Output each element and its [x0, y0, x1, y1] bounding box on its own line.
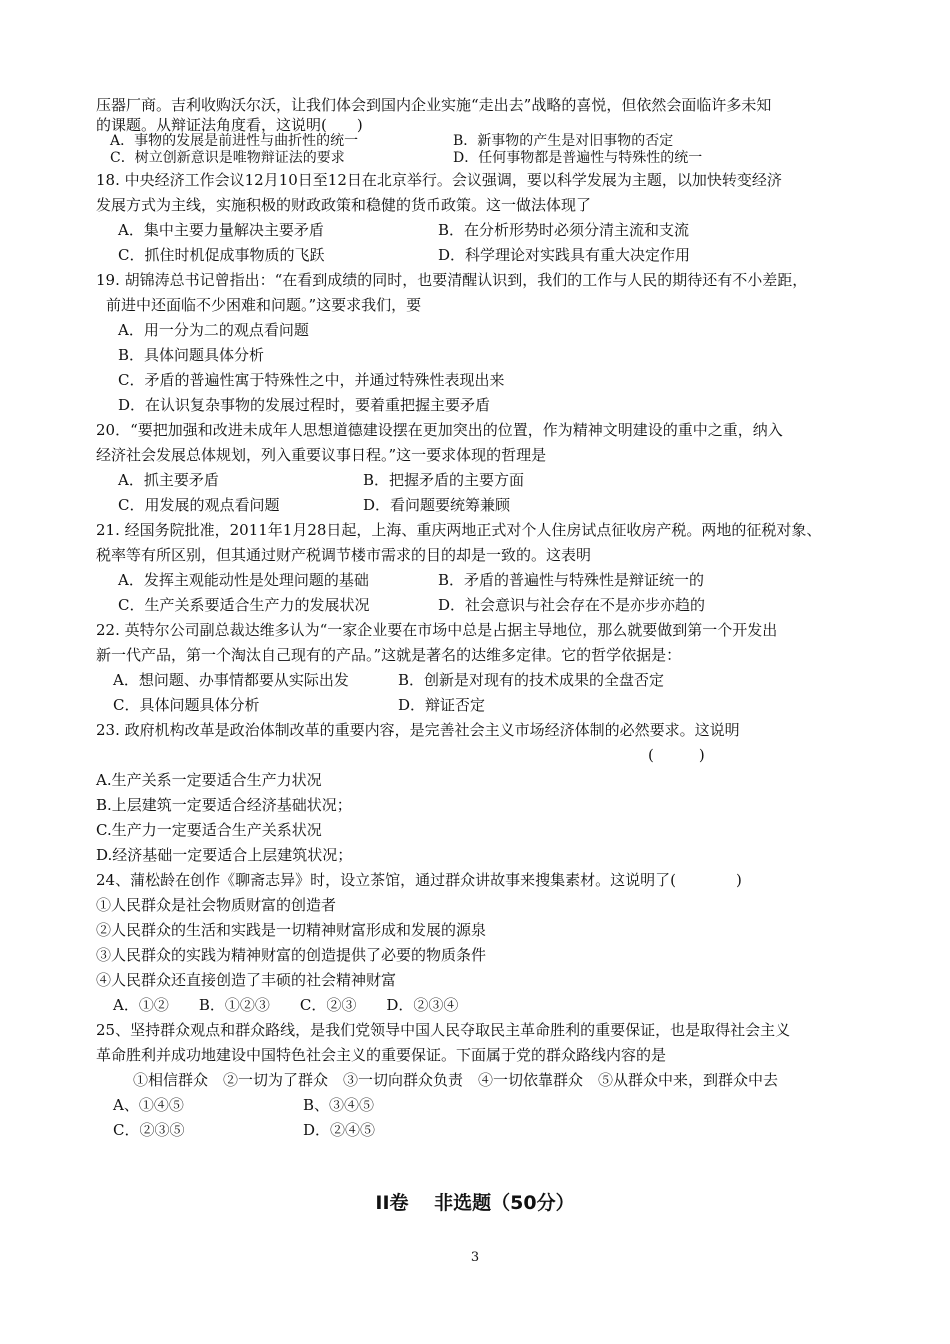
q20-option-d: D．看问题要统筹兼顾 [363, 496, 511, 514]
q18-option-a: A．集中主要力量解决主要矛盾 [118, 221, 324, 239]
q25-items: ①相信群众 ②一切为了群众 ③一切向群众负责 ④一切依靠群众 ⑤从群众中来，到群众中去 [133, 1071, 779, 1089]
q22-option-a: A．想问题、办事情都要从实际出发 [113, 671, 349, 689]
q22-stem-line1: 22. 英特尔公司副总裁达维多认为“一家企业要在市场中总是占据主导地位，那么就要做到第一个开发出 [96, 621, 778, 639]
q18-option-d: D．科学理论对实践具有重大决定作用 [438, 246, 691, 264]
q22-option-b: B．创新是对现有的技术成果的全盘否定 [398, 671, 665, 689]
q17-option-c: C．树立创新意识是唯物辩证法的要求 [110, 150, 345, 166]
q17-stem-line1: 压器厂商。吉利收购沃尔沃，让我们体会到国内企业实施“走出去”战略的喜悦，但依然会面临许多未知 [96, 96, 772, 114]
q23-stem-line1: 23. 政府机构改革是政治体制改革的重要内容，是完善社会主义市场经济体制的必然要求。这说明 [96, 721, 740, 739]
q19-option-b: B．具体问题具体分析 [118, 346, 265, 364]
q18-option-c: C．抓住时机促成事物质的飞跃 [118, 246, 325, 264]
q19-stem-line1: 19. 胡锦涛总书记曾指出：“在看到成绩的同时，也要清醒认识到，我们的工作与人民的期待还有不小差距， [96, 271, 808, 289]
q22-option-d: D．辩证否定 [398, 696, 486, 714]
q17-option-b: B．新事物的产生是对旧事物的否定 [453, 133, 674, 149]
q19-option-c: C．矛盾的普遍性寓于特殊性之中，并通过特殊性表现出来 [118, 371, 505, 389]
q23-option-b: B.上层建筑一定要适合经济基础状况； [96, 796, 352, 814]
q18-option-b: B．在分析形势时必须分清主流和支流 [438, 221, 690, 239]
q22-stem-line2: 新一代产品，第一个淘汰自己现有的产品。”这就是著名的达维多定律。它的哲学依据是： [96, 646, 682, 664]
q25-option-d: D．②④⑤ [303, 1121, 376, 1139]
q17-option-d: D．任何事物都是普遍性与特殊性的统一 [453, 150, 703, 166]
q23-option-d: D.经济基础一定要适合上层建筑状况； [96, 846, 353, 864]
q23-option-c: C.生产力一定要适合生产关系状况 [96, 821, 322, 839]
q21-option-b: B．矛盾的普遍性与特殊性是辩证统一的 [438, 571, 705, 589]
q25-option-c: C．②③⑤ [113, 1121, 185, 1139]
q21-option-d: D．社会意识与社会存在不是亦步亦趋的 [438, 596, 706, 614]
q18-stem-line1: 18. 中央经济工作会议12月10日至12日在北京举行。会议强调，要以科学发展为主题，以加快转变经济 [96, 171, 782, 189]
q21-option-c: C．生产关系要适合生产力的发展状况 [118, 596, 370, 614]
q21-option-a: A．发挥主观能动性是处理问题的基础 [118, 571, 369, 589]
q25-option-a: A、①④⑤ [113, 1096, 184, 1114]
q20-option-a: A．抓主要矛盾 [118, 471, 219, 489]
q17-option-a: A．事物的发展是前进性与曲折性的统一 [110, 133, 359, 149]
page-number: 3 [470, 1250, 480, 1265]
q18-stem-line2: 发展方式为主线，实施积极的财政政策和稳健的货币政策。这一做法体现了 [96, 196, 592, 214]
q23-answer-blank: ( ) [648, 746, 705, 764]
section-title: II卷 非选题（50分） [375, 1192, 575, 1214]
q21-stem-line2: 税率等有所区别，但其通过财产税调节楼市需求的目的却是一致的。这表明 [96, 546, 592, 564]
q19-option-d: D．在认识复杂事物的发展过程时，要着重把握主要矛盾 [118, 396, 491, 414]
q23-option-a: A.生产关系一定要适合生产力状况 [96, 771, 322, 789]
q20-option-c: C．用发展的观点看问题 [118, 496, 280, 514]
q19-stem-line2: 前进中还面临不少困难和问题。”这要求我们，要 [106, 296, 422, 314]
q20-stem-line2: 经济社会发展总体规划，列入重要议事日程。”这一要求体现的哲理是 [96, 446, 547, 464]
q24-statement-2: ②人民群众的生活和实践是一切精神财富形成和发展的源泉 [96, 921, 487, 939]
q25-option-b: B、③④⑤ [303, 1096, 375, 1114]
q19-option-a: A．用一分为二的观点看问题 [118, 321, 309, 339]
q24-statement-3: ③人民群众的实践为精神财富的创造提供了必要的物质条件 [96, 946, 487, 964]
q20-option-b: B．把握矛盾的主要方面 [363, 471, 525, 489]
q17-stem-line2: 的课题。从辩证法角度看，这说明( ) [96, 116, 363, 134]
q24-stem-line1: 24、蒲松龄在创作《聊斋志异》时，设立茶馆，通过群众讲故事来搜集素材。这说明了( ) [96, 871, 742, 889]
q24-statement-4: ④人民群众还直接创造了丰硕的社会精神财富 [96, 971, 397, 989]
q25-stem-line1: 25、坚持群众观点和群众路线，是我们党领导中国人民夺取民主革命胜利的重要保证，也是取得社会主义 [96, 1021, 791, 1039]
q24-options: A．①② B．①②③ C．②③ D．②③④ [113, 996, 459, 1014]
q24-statement-1: ①人民群众是社会物质财富的创造者 [96, 896, 337, 914]
q20-stem-line1: 20．“要把加强和改进未成年人思想道德建设摆在更加突出的位置，作为精神文明建设的重中之重，纳入 [96, 421, 783, 439]
q25-stem-line2: 革命胜利并成功地建设中国特色社会主义的重要保证。下面属于党的群众路线内容的是 [96, 1046, 667, 1064]
q22-option-c: C．具体问题具体分析 [113, 696, 260, 714]
q21-stem-line1: 21. 经国务院批准，2011年1月28日起，上海、重庆两地正式对个人住房试点征收房产税。两地的征税对象、 [96, 521, 822, 539]
